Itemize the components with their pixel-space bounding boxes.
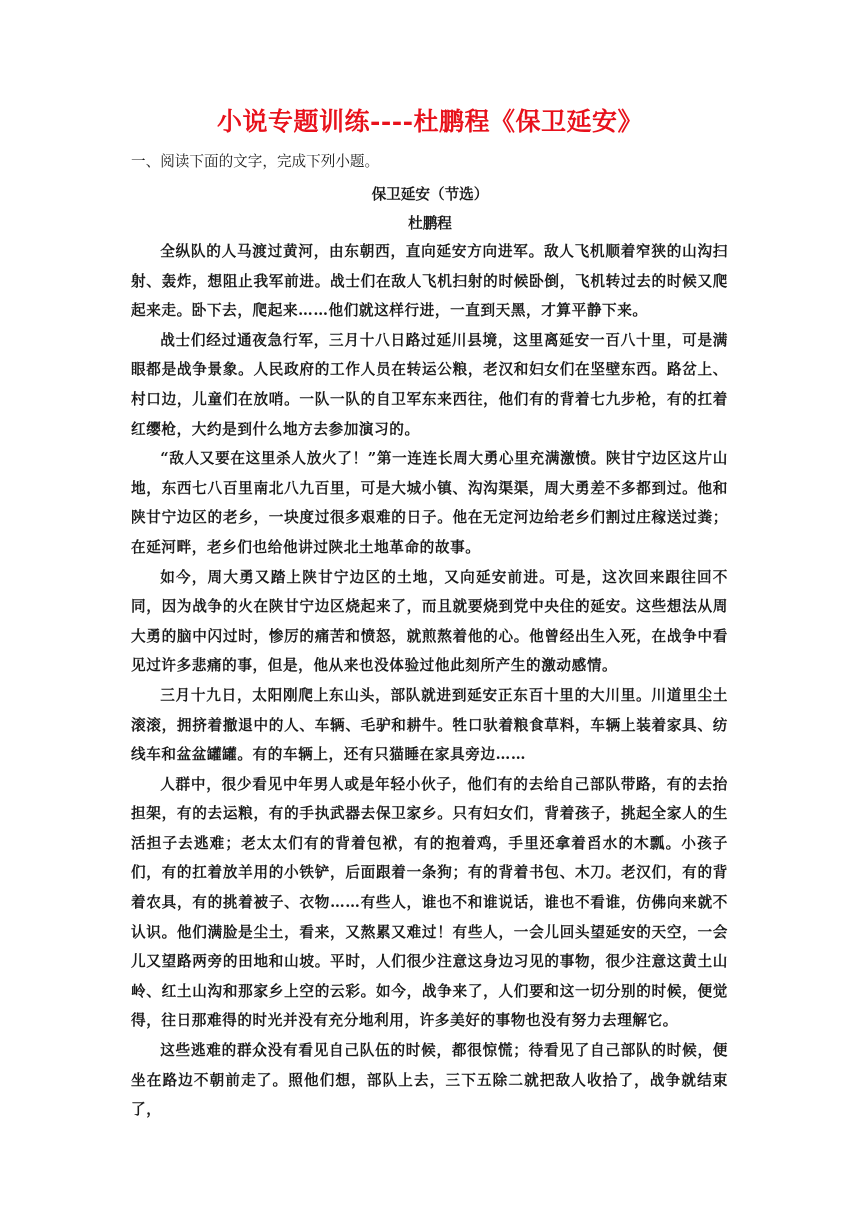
paragraph-5: 三月十九日，太阳刚爬上东山头，部队就进到延安正东百十里的大川里。川道里尘土滚滚，拥挤着撤退中的人、车辆、毛驴和耕牛。牲口驮着粮食草料，车辆上装着家具、纺线车和盆盆罐罐。有的车辆上，还有只猫睡在家具旁边…… [131,686,728,764]
question-heading: 一、阅读下面的文字，完成下列小题。 [131,153,380,170]
paragraph-2: 战士们经过通夜急行军，三月十八日路过延川县境，这里离延安一百八十里，可是满眼都是战争景象。人民政府的工作人员在转运公粮，老汉和妇女们在坚壁东西。路岔上、村口边，儿童们在放哨。一队一队的自卫军东来西往，他们有的背着七九步枪，有的扛着红缨枪，大约是到什么地方去参加演习的。 [131,331,728,438]
paragraph-3: “敌人又要在这里杀人放火了！”第一连连长周大勇心里充满激愤。陕甘宁边区这片山地，东西七八百里南北八九百里，可是大城小镇、沟沟渠渠，周大勇差不多都到过。他和陕甘宁边区的老乡，一块度过很多艰难的日子。他在无定河边给老乡们割过庄稼送过粪；在延河畔，老乡们也给他讲过陕北土地革命的故事。 [131,450,728,556]
passage-author: 杜鹏程 [408,215,452,232]
paragraph-1: 全纵队的人马渡过黄河，由东朝西，直向延安方向进军。敌人飞机顺着窄狭的山沟扫射、轰炸，想阻止我军前进。战士们在敌人飞机扫射的时候卧倒，飞机转过去的时候又爬起来走。卧下去，爬起来……他们就这样行进，一直到天黑，才算平静下来。 [131,243,728,320]
passage-title: 保卫延安（节选） [371,186,489,203]
document-title: 小说专题训练----杜鹏程《保卫延安》 [216,107,643,136]
passage-body [131,237,728,1125]
paragraph-6: 人群中，很少看见中年男人或是年轻小伙子，他们有的去给自己部队带路，有的去抬担架，有的去运粮，有的手执武器去保卫家乡。只有妇女们，背着孩子，挑起全家人的生活担子去逃难；老太太们有的背着包袱，有的抱着鸡，手里还拿着舀水的木瓢。小孩子们，有的扛着放羊用的小铁铲，后面跟着一条狗；有的背着书包、木刀。老汉们，有的背着农具，有的挑着被子、衣物……有些人，谁也不和谁说话，谁也不看谁，仿佛向来就不认识。他们满脸是尘土，看来，又熬累又难过！有些人，一会儿回头望延安的天空，一会儿又望路两旁的田地和山坡。平时，人们很少注意这身边习见的事物，很少注意这黄土山岭、红土山沟和那家乡上空的云彩。如今，战争来了，人们要和这一切分别的时候，便觉得，往日那难得的时光并没有充分地利用，许多美好的事物也没有努力去理解它。 [131,775,728,1030]
paragraph-7: 这些逃难的群众没有看见自己队伍的时候，都很惊慌；待看见了自己部队的时候，便坐在路边不朝前走了。照他们想，部队上去，三下五除二就把敌人收拾了，战争就结束了， [131,1042,728,1119]
paragraph-4: 如今，周大勇又踏上陕甘宁边区的土地，又向延安前进。可是，这次回来跟往回不同，因为战争的火在陕甘宁边区烧起来了，而且就要烧到党中央住的延安。这些想法从周大勇的脑中闪过时，惨厉的痛苦和愤怒，就煎熬着他的心。他曾经出生入死，在战争中看见过许多悲痛的事，但是，他从来也没体验过他此刻所产生的激动感情。 [131,568,728,675]
